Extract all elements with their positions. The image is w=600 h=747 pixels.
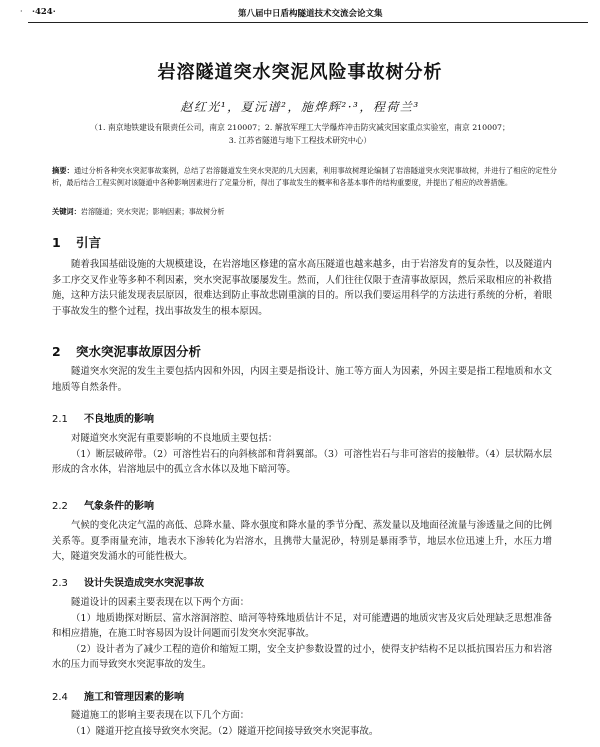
abstract-label: 摘要：	[52, 166, 74, 175]
keywords	[52, 207, 557, 217]
subsection-heading-2-3	[52, 574, 204, 589]
subsection-number: 2.3	[52, 578, 68, 589]
keywords-text: 岩溶隧道；突水突泥；影响因素；事故树分析	[80, 207, 225, 216]
paragraph: 对隧道突水突泥有重要影响的不良地质主要包括：	[71, 433, 278, 444]
paper-title: 岩溶隧道突水突泥风险事故树分析	[157, 62, 443, 83]
section-number: 2	[52, 344, 61, 359]
paragraph: 气候的变化决定气温的高低、总降水量、降水强度和降水量的季节分配、蒸发量以及地面径流量与渗透量之间的比例关系等。夏季雨量充沛，地表水下渗转化为岩溶水，且携带大量泥砂，特别是暴雨季节，地层水位迅速上升，水压力增大，隧道突发涌水的可能性极大。	[52, 520, 552, 562]
paragraph: 隧道设计的因素主要表现在以下两个方面：	[71, 597, 250, 608]
subsection-number: 2.1	[52, 414, 68, 425]
scan-mark: ·	[20, 7, 23, 16]
subsection-title: 施工和管理因素的影响	[84, 692, 184, 703]
section-number: 1	[52, 235, 61, 250]
paragraph: （1）地质勘探对断层、富水溶洞溶腔、暗河等特殊地质估计不足，对可能遭遇的地质灾害及灾后处理缺乏思想准备和相应措施，在施工时容易因为设计问题而引发突水突泥事故。	[52, 612, 552, 639]
section-2-body	[52, 364, 552, 395]
paragraph: 隧道施工的影响主要表现在以下几个方面：	[71, 710, 250, 721]
subsection-2-1-body	[52, 431, 552, 478]
abstract	[52, 165, 557, 189]
paragraph: 隧道突水突泥的发生主要包括内因和外因，内因主要是指设计、施工等方面人为因素，外因主要是指工程地质和水文地质等自然条件。	[52, 366, 552, 393]
section-title: 突水突泥事故原因分析	[76, 344, 202, 359]
section-1-body	[52, 257, 552, 319]
subsection-title: 设计失误造成突水突泥事故	[84, 578, 204, 589]
header-rule	[28, 22, 588, 23]
subsection-title: 不良地质的影响	[84, 414, 154, 425]
affiliation-line-1: （1. 南京地铁建设有限责任公司，南京 210007；2. 解放军理工大学爆炸冲击防灾减灾国家重点实验室，南京 210007；	[90, 123, 510, 132]
subsection-heading-2-2	[52, 497, 154, 512]
section-title: 引言	[76, 235, 102, 250]
paragraph: （1）断层破碎带。（2）可溶性岩石的向斜核部和背斜翼部。（3）可溶性岩石与非可溶岩的接触带。（4）层状隔水层形成的含水体，岩溶地层中的孤立含水体以及地下暗河等。	[52, 448, 552, 475]
subsection-number: 2.2	[52, 501, 68, 512]
subsection-title: 气象条件的影响	[84, 501, 154, 512]
affiliation-line-2: 3. 江苏省隧道与地下工程技术研究中心）	[228, 136, 372, 145]
subsection-number: 2.4	[52, 692, 68, 703]
paragraph: （2）设计者为了减少工程的造价和缩短工期，安全支护参数设置的过小，使得支护结构不足以抵抗围岩压力和岩溶水的压力而导致突水突泥事故的发生。	[52, 643, 552, 670]
page-number: ·424·	[32, 7, 56, 17]
subsection-heading-2-4	[52, 688, 184, 703]
section-heading-2	[52, 342, 201, 360]
paragraph: 随着我国基础设施的大规模建设，在岩溶地区修建的富水高压隧道也越来越多，由于岩溶发育的复杂性，以及隧道内多工序交叉作业等多种不利因素，突水突泥事故屡屡发生。然而，人们往往仅限于查清事故原因，然后采取相应的补救措施，这种方法只能发现表层原因，很难达到防止事故悲剧重演的目的。所以我们要运用科学的方法进行系统的分析，着眼于事故发生的整个过程，找出事故发生的根本原因。	[52, 259, 552, 317]
section-heading-1	[52, 233, 101, 251]
subsection-2-2-body	[52, 518, 552, 565]
subsection-heading-2-1	[52, 410, 154, 425]
running-header	[20, 6, 588, 20]
subsection-2-4-body	[52, 708, 552, 739]
subsection-2-3-body	[52, 595, 552, 673]
paragraph: （1）隧道开挖直接导致突水突泥。（2）隧道开挖间接导致突水突泥事故。	[71, 725, 379, 737]
keywords-label: 关键词：	[52, 207, 81, 216]
author-list: 赵红光¹，夏沅谱²，施烨辉²·³，程荷兰³	[180, 100, 420, 114]
conference-name: 第八届中日盾构隧道技术交流会论文集	[238, 9, 383, 19]
abstract-text: 通过分析各种突水突泥事故案例，总结了岩溶隧道发生突水突泥的几大因素，利用事故树理论编制了岩溶隧道突水突泥事故树，并进行了相应的定性分析，最后结合工程实例对该隧道中各种影响因素进行了定量分析，得出了事故发生的概率和各基本事件的结构重要度，并提出了相应的改善措施。	[52, 166, 557, 187]
